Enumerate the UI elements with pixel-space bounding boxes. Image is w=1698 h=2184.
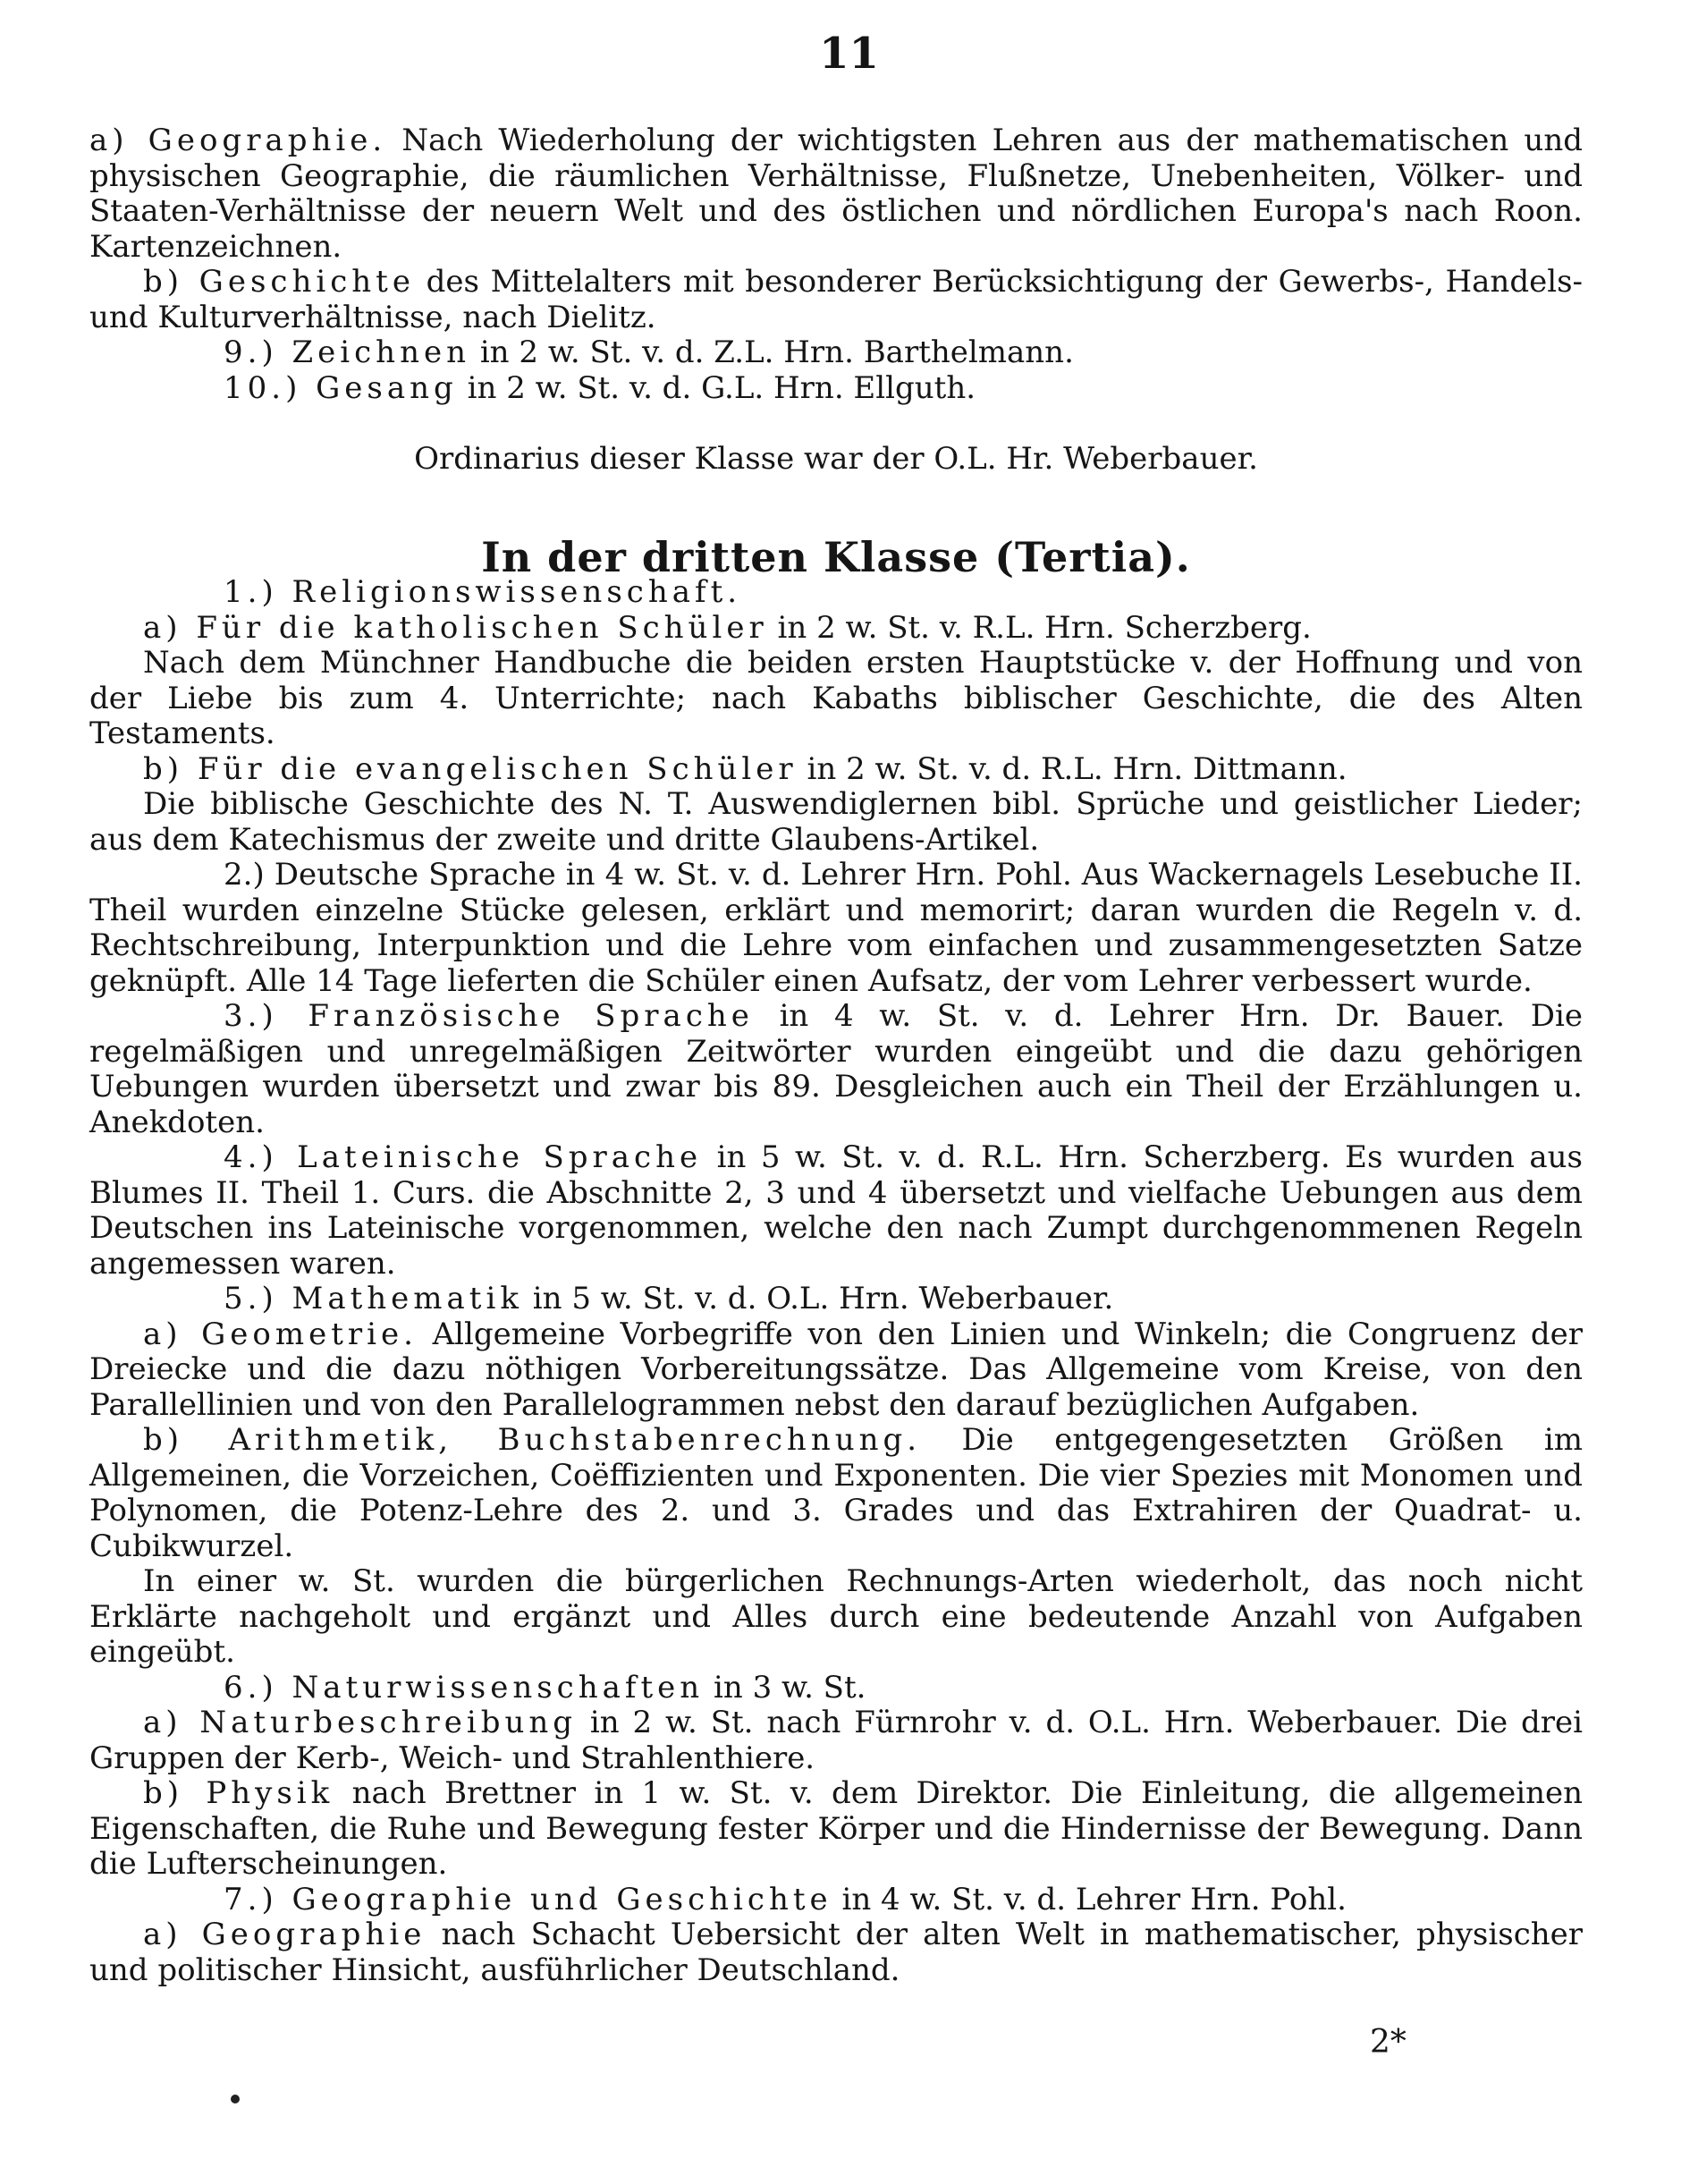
body-text [89,123,1583,1988]
ordinarius-line: Ordinarius dieser Klasse war der O.L. Hr. Weberbauer. [414,441,1258,477]
paragraph: a) Geometrie. Allgemeine Vorbegriffe von den Linien und Winkeln; die Congruenz der Dreiecke und die dazu nöthigen Vorbereitungssätze. Das Allgemeine vom Kreise, von den Parallellinien und von den Parallelogrammen nebst den darauf bezüglichen Aufgaben. [89,1316,1583,1423]
paragraph: 2.) Deutsche Sprache in 4 w. St. v. d. Lehrer Hrn. Pohl. Aus Wackernagels Lesebuche II. Theil wurden einzelne Stücke gelesen, erklärt und memorirt; daran wurden die Regeln v. d. Rechtschreibung, Interpunktion und die Lehre vom einfachen und zusammengesetzten Satze geknüpft. Alle 14 Tage lieferten die Schüler einen Aufsatz, der vom Lehrer verbessert wurde. [89,857,1583,999]
paragraph: b) Geschichte des Mittelalters mit besonderer Berücksichtigung der Gewerbs-, Handels- und Kulturverhältnisse, nach Dielitz. [89,264,1584,335]
paragraph: b) Physik nach Brettner in 1 w. St. v. dem Direktor. Die Einleitung, die allgemeinen Eigenschaften, die Ruhe und Bewegung fester Körper und die Hindernisse der Bewegung. Dann die Lufterscheinungen. [89,1775,1583,1882]
page-number: 11 [819,29,879,79]
paragraph: a) Geographie nach Schacht Uebersicht der alten Welt in mathematischer, physischer und politischer Hinsicht, ausführlicher Deutschland. [89,1917,1584,1988]
paragraph: a) Für die katholischen Schüler in 2 w. St. v. R.L. Hrn. Scherzberg. [143,609,1312,646]
section-heading: In der dritten Klasse (Tertia). [481,532,1191,581]
paragraph: In einer w. St. wurden die bürgerlichen Rechnungs-Arten wiederholt, das noch nicht Erklärte nachgeholt und ergänzt und Alles durch eine bedeutende Anzahl von Aufgaben eingeübt. [89,1563,1583,1670]
paragraph: 3.) Französische Sprache in 4 w. St. v. d. Lehrer Hrn. Dr. Bauer. Die regelmäßigen und unregelmäßigen Zeitwörter wurden eingeübt und die dazu gehörigen Uebungen wurden übersetzt und zwar bis 89. Desgleichen auch ein Theil der Erzählungen u. Anekdoten. [89,998,1584,1140]
paragraph: Die biblische Geschichte des N. T. Auswendiglernen bibl. Sprüche und geistlicher Lieder; aus dem Katechismus der zweite und dritte Glaubens-Artikel. [89,786,1583,858]
paragraph: 1.) Religionswissenschaft. [224,574,742,610]
paragraph: b) Arithmetik, Buchstabenrechnung. Die entgegengesetzten Größen im Allgemeinen, die Vorzeichen, Coëffizienten und Exponenten. Die vier Spezies mit Monomen und Polynomen, die Potenz-Lehre des 2. und 3. Grades und das Extrahiren der Quadrat- u. Cubikwurzel. [89,1422,1583,1564]
paragraph: Nach dem Münchner Handbuche die beiden ersten Hauptstücke v. der Hoffnung und von der Liebe bis zum 4. Unterrichte; nach Kabaths biblischer Geschichte, die des Alten Testaments. [89,645,1583,751]
paragraph: 9.) Zeichnen in 2 w. St. v. d. Z.L. Hrn. Barthelmann. [224,334,1074,370]
signature-mark: 2* [1370,2024,1407,2061]
paragraph: a) Naturbeschreibung in 2 w. St. nach Fürnrohr v. d. O.L. Hrn. Weberbauer. Die drei Gruppen der Kerb-, Weich- und Strahlenthiere. [89,1705,1583,1776]
paragraph: 5.) Mathematik in 5 w. St. v. d. O.L. Hrn. Weberbauer. [224,1281,1114,1316]
paragraph: 4.) Lateinische Sprache in 5 w. St. v. d. R.L. Hrn. Scherzberg. Es wurden aus Blumes II. Theil 1. Curs. die Abschnitte 2, 3 und 4 übersetzt und vielfache Uebungen aus dem Deutschen ins Lateinische vorgenommen, welche den nach Zumpt durchgenommenen Regeln angemessen waren. [89,1139,1583,1282]
paragraph: a) Geographie. Nach Wiederholung der wichtigsten Lehren aus der mathematischen und physischen Geographie, die räumlichen Verhältnisse, Flußnetze, Unebenheiten, Völker- und Staaten-Verhältnisse der neuern Welt und des östlichen und nördlichen Europa's nach Roon. Kartenzeichnen. [89,123,1583,265]
paragraph: b) Für die evangelischen Schüler in 2 w. St. v. d. R.L. Hrn. Dittmann. [143,750,1347,787]
paragraph: 7.) Geographie und Geschichte in 4 w. St. v. d. Lehrer Hrn. Pohl. [224,1881,1347,1917]
paragraph: 10.) Gesang in 2 w. St. v. d. G.L. Hrn. Ellguth. [224,369,976,406]
paragraph: 6.) Naturwissenschaften in 3 w. St. [224,1669,866,1706]
ink-dot [231,2095,240,2104]
